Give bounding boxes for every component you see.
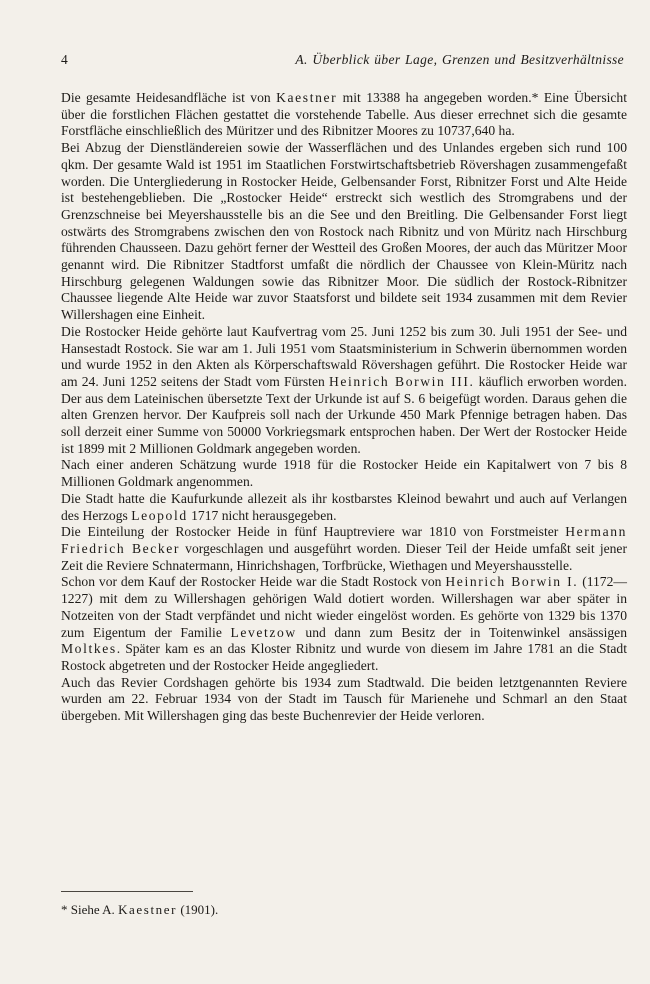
paragraph: Die Stadt hatte die Kaufurkunde allezeit als ihr kostbarstes Kleinod bewahrt und auch auf Verlangen des Herzogs Leopold 1717 nicht herausgegeben. (61, 490, 627, 523)
paragraph: Schon vor dem Kauf der Rostocker Heide war die Stadt Rostock von Heinrich Borwin I. (1172—1227) mit dem zu Willershagen gehörigen Wald dotiert worden. Willershagen war aber später in Notzeiten von der Stadt verpfändet und nicht wieder eingelöst worden. Es gehörte von 1329 bis 1370 zum Eigentum der Familie Levetzow und dann zum Besitz der in Toitenwinkel ansässigen Moltkes. Später kam es an das Kloster Ribnitz und wurde von diesem im Jahre 1781 an die Stadt Rostock abgetreten und der Rostocker Heide angegliedert. (61, 574, 627, 673)
family-name: Levetzow (230, 624, 297, 640)
author-name: Kaestner (276, 90, 338, 105)
running-head: A. Überblick über Lage, Grenzen und Besitzverhältnisse (295, 52, 624, 67)
paragraph: Nach einer anderen Schätzung wurde 1918 für die Rostocker Heide ein Kapitalwert von 7 bis 8 Millionen Goldmark angenommen. (61, 457, 627, 490)
paragraph: Die Einteilung der Rostocker Heide in fünf Hauptreviere war 1810 von Forstmeister Hermann Friedrich Becker vorgeschlagen und ausgeführt worden. Dieser Teil der Heide umfaßt seit jener Zeit die Reviere Schnatermann, Hinrichshagen, Torfbrücke, Wiethagen und Meyershausstelle. (61, 524, 627, 573)
person-name: Heinrich Borwin III. (328, 373, 475, 389)
paragraph: Auch das Revier Cordshagen gehörte bis 1934 zum Stadtwald. Die beiden letztgenannten Reviere wurden am 22. Februar 1934 von der Stadt im Tausch für Marienehe und Schmarl an den Staat übergeben. Mit Willershagen ging das beste Buchenrevier der Heide verloren. (61, 674, 627, 724)
paragraph: Die Rostocker Heide gehörte laut Kaufvertrag vom 25. Juni 1252 bis zum 30. Juli 1951 der See- und Hansestadt Rostock. Sie war am 1. Juli 1951 vom Staatsministerium in Schwerin übernommen worden und wurde 1952 in den Akten als Körperschaftswald Rövershagen geführt. Die Rostocker Heide war am 24. Juni 1252 seitens der Stadt vom Fürsten Heinrich Borwin III. käuflich erworben worden. Der aus dem Lateinischen übersetzte Text der Urkunde ist auf S. 6 beigefügt worden. Daraus gehen die alten Grenzen hervor. Der Kaufpreis soll nach der Urkunde 450 Mark Pfennige betragen haben. Das soll derzeit einer Summe von 50000 Vorkriegsmark entsprochen haben. Der Wert der Rostocker Heide ist 1899 mit 2 Millionen Goldmark angegeben worden. (61, 323, 627, 456)
footnote: * Siehe A. Kaestner (1901). (61, 902, 219, 917)
body-text (61, 90, 627, 725)
page-number: 4 (61, 52, 68, 67)
person-name: Hermann Friedrich Becker (61, 524, 627, 556)
family-name: Moltkes (61, 641, 117, 657)
paragraph: Bei Abzug der Dienstländereien sowie der Wasserflächen und des Unlandes ergeben sich rund 100 qkm. Der gesamte Wald ist 1951 im Staatlichen Forstwirtschaftsbetrieb Rövershagen zusammengefaßt worden. Die Untergliederung in Rostocker Heide, Gelbensander Forst, Ribnitzer Forst und Alte Heide ist bestehengeblieben. Die „Rostocker Heide“ erstreckt sich westlich des Stromgrabens und der Grenzschneise bei Meyershausstelle bis an die See und den Breitling. Die Gelbensander Forst liegt ostwärts des Stromgrabens zwischen den von Rostock nach Ribnitz und von Müritz nach Hirschburg führenden Chausseen. Dazu gehört ferner der Westteil des Großen Moores, der auch das Müritzer Moor genannt wird. Die Ribnitzer Stadtforst umfaßt die nördlich der Chaussee von Klein-Müritz nach Hirschburg gelegenen Waldungen sowie das Ribnitzer Moor. Die südlich der Rostock-Ribnitzer Chaussee liegende Alte Heide war zuvor Staatsforst und bildete seit 1934 zusammen mit dem Revier Willershagen eine Einheit. (61, 140, 627, 323)
footnote-divider (61, 891, 193, 892)
author-name: Kaestner (118, 902, 178, 917)
person-name: Heinrich Borwin I. (445, 574, 579, 590)
person-name: Leopold (131, 507, 188, 523)
paragraph: Die gesamte Heidesandfläche ist von Kaestner mit 13388 ha angegeben worden.* Eine Übersicht über die forstlichen Flächen gestattet die vorstehende Tabelle. Aus dieser errechnet sich die gesamte Forstfläche einschließlich des Müritzer und des Ribnitzer Moores zu 10737,640 ha. (61, 90, 628, 139)
page-header (61, 52, 626, 74)
